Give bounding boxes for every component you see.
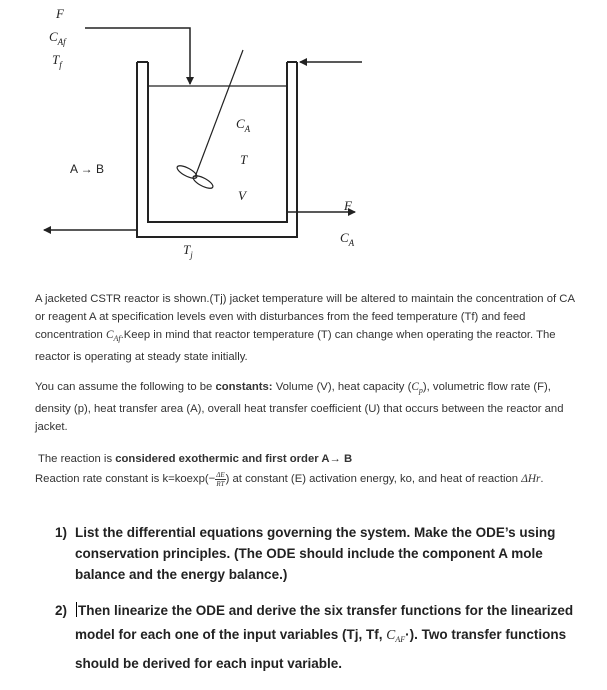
- outlet-conc-label: $C_A$: [340, 230, 355, 248]
- tank-conc-label: $C_A$: [236, 116, 251, 134]
- question-2: 2) Then linearize the ODE and derive the six transfer functions for the linearized model for each one of the input variables (Tj, Tf, $C_{AF}\cdot$). Two transfer functions should be derived for each input variable.: [55, 603, 574, 671]
- tank-volume-label: V: [238, 188, 246, 203]
- reaction-label: A → B: [70, 162, 105, 176]
- cstr-diagram: [0, 0, 607, 280]
- jacket-temp-label: $T_j$: [183, 242, 193, 260]
- tank-temp-label: T: [240, 152, 248, 167]
- feed-conc-symbol: $C_{Af}$: [105, 329, 121, 343]
- heat-capacity-symbol: $C_p$: [411, 381, 423, 395]
- problem-description: A jacketed CSTR reactor is shown.(Tj) jacket temperature will be altered to maintain the concentration of CA or reagent A at specification levels even with disturbances from the feed temperature (Tf) and feed concentration $C_{Af}.Keep$ in mind that reactor temperature (T) can change when operating the reactor. The reactor is operating at steady state initially.: [35, 293, 575, 363]
- agitator-icon: [175, 50, 243, 191]
- reaction-paragraph: The reaction is considered exothermic and first order A→ B Reaction rate constant is k=koexp(− $\frac{\Delta E}{RT}$) at constant (E) activation energy, ko, and heat of reaction ΔHr.: [35, 453, 544, 488]
- activation-fraction: $\frac{\Delta E}{RT}$: [216, 470, 225, 488]
- feed-flow-label: F: [56, 6, 64, 21]
- outlet-flow-label: F: [344, 198, 352, 213]
- constants-paragraph: You can assume the following to be constants: Volume (V), heat capacity $(C_p)$, volumetric flow rate (F), density (p), heat transfer area (A), overall heat transfer coefficient (U) that occurs between the reactor and jacket.: [35, 381, 564, 433]
- feed-temp-label: $T_f$: [52, 52, 62, 70]
- text-cursor: [76, 602, 77, 617]
- feed-conc-symbol-2: $C_{AF}$: [386, 627, 406, 644]
- question-1: 1) List the differential equations governing the system. Make the ODE’s using conservation principles. (The ODE should include the component A mole balance and the energy balance.): [55, 525, 556, 582]
- feed-conc-label: $C_{Af}$: [49, 29, 66, 47]
- jacket-outer-wall: [137, 62, 297, 237]
